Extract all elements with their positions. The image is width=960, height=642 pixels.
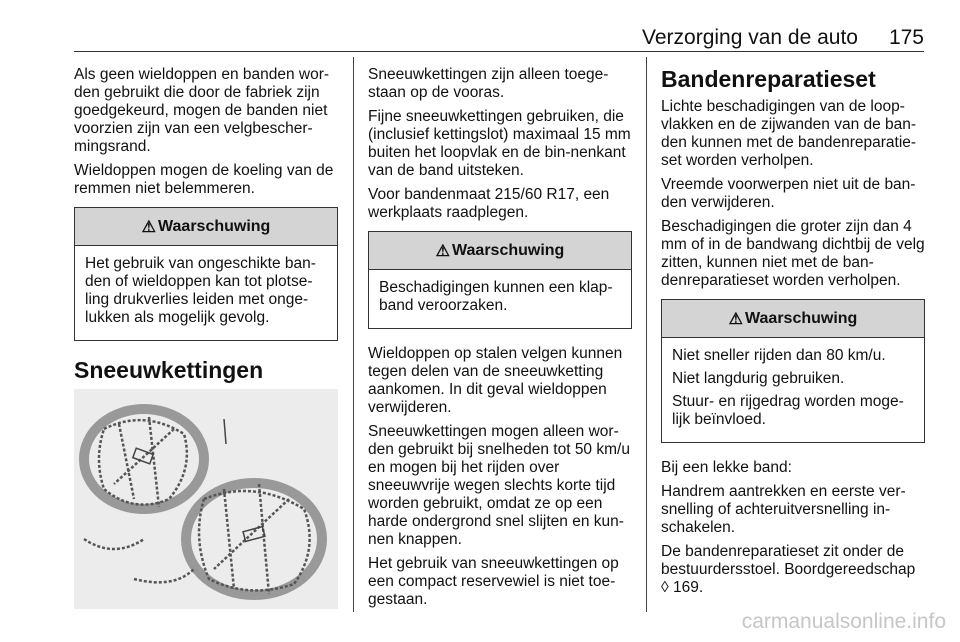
warning-header (662, 300, 924, 338)
page-header (74, 22, 924, 50)
warning-box (661, 299, 925, 443)
paragraph: Fijne sneeuwkettingen gebruiken, die (inclusief kettingslot) maximaal 15 mm buiten het loopvlak en de bin-nenkant van de band uitsteken. (368, 108, 631, 179)
paragraph: Beschadigingen die groter zijn dan 4 mm of in de bandwang dichtbij de velg zitten, kunnen niet met de ban-denreparatieset worden verholpen. (661, 218, 925, 289)
section-heading: Sneeuwkettingen (74, 357, 264, 383)
watermark: carmanualsonline.info (741, 610, 946, 633)
warning-text: Niet langdurig gebruiken. (672, 370, 845, 387)
warning-box (74, 207, 338, 341)
warning-label: Waarschuwing (158, 217, 271, 235)
warning-text: Het gebruik van ongeschikte ban-den of wieldoppen kan tot plotse-ling drukverlies leiden met onge-lukken als mogelijk gevolg. (85, 255, 316, 326)
paragraph: Lichte beschadigingen van de loop-vlakken en de zijwanden van de ban-den kunnen met de bandenreparatie-set worden verholpen. (661, 98, 917, 169)
header-rule (74, 51, 924, 52)
warning-label: Waarschuwing (452, 241, 565, 259)
warning-text: Beschadigingen kunnen een klap-band veroorzaken. (379, 279, 613, 314)
warning-triangle-icon: ⚠ (728, 310, 744, 328)
column-1 (74, 66, 338, 609)
column-3 (661, 66, 925, 603)
warning-content (369, 270, 631, 328)
snow-chains-illustration (74, 389, 338, 609)
paragraph: Voor bandenmaat 215/60 R17, een werkplaats raadplegen. (368, 186, 610, 221)
paragraph: Bij een lekke band: (661, 459, 792, 476)
warning-triangle-icon: ⚠ (435, 242, 451, 260)
warning-content (75, 246, 337, 340)
warning-content (662, 338, 924, 442)
column-divider (353, 57, 354, 612)
paragraph: Als geen wieldoppen en banden wor-den gebruikt die door de fabriek zijn goedgekeurd, mogen de banden niet voorzien zijn van een velgbescher-mingsrand. (74, 66, 330, 155)
page-number: 175 (888, 26, 924, 49)
warning-triangle-icon: ⚠ (141, 218, 157, 236)
column-divider (646, 57, 647, 612)
section-heading: Bandenreparatieset (661, 66, 876, 92)
warning-text: Stuur- en rijgedrag worden moge-lijk beïnvloed. (672, 393, 904, 428)
warning-label: Waarschuwing (745, 309, 858, 327)
warning-header (369, 232, 631, 270)
warning-box (368, 231, 632, 329)
warning-header (75, 208, 337, 246)
warning-text: Niet sneller rijden dan 80 km/u. (672, 347, 886, 364)
paragraph: Handrem aantrekken en eerste ver-snelling of achteruitversnelling in-schakelen. (661, 483, 906, 536)
paragraph: Wieldoppen mogen de koeling van de remmen niet belemmeren. (74, 162, 334, 197)
paragraph: Sneeuwkettingen zijn alleen toege-staan op de vooras. (368, 66, 609, 101)
snow-chains-drawing (74, 389, 338, 609)
paragraph: Sneeuwkettingen mogen alleen wor-den gebruikt bij snelheden tot 50 km/u en mogen bij het rijden over sneeuwvrije wegen slechts korte tijd worden gebruikt, omdat ze op een harde ondergrond snel slijten en kun-nen knappen. (368, 423, 630, 548)
paragraph: Het gebruik van sneeuwkettingen op een compact reservewiel is niet toe-gestaan. (368, 555, 619, 608)
section-title: Verzorging van de auto (642, 26, 858, 49)
paragraph: De bandenreparatieset zit onder de bestuurdersstoel. Boordgereedschap ◊ 169. (661, 543, 916, 596)
paragraph: Vreemde voorwerpen niet uit de ban-den verwijderen. (661, 176, 916, 211)
column-2 (368, 66, 632, 615)
paragraph: Wieldoppen op stalen velgen kunnen tegen delen van de sneeuwketting aankomen. In dit geval wieldoppen verwijderen. (368, 345, 623, 416)
